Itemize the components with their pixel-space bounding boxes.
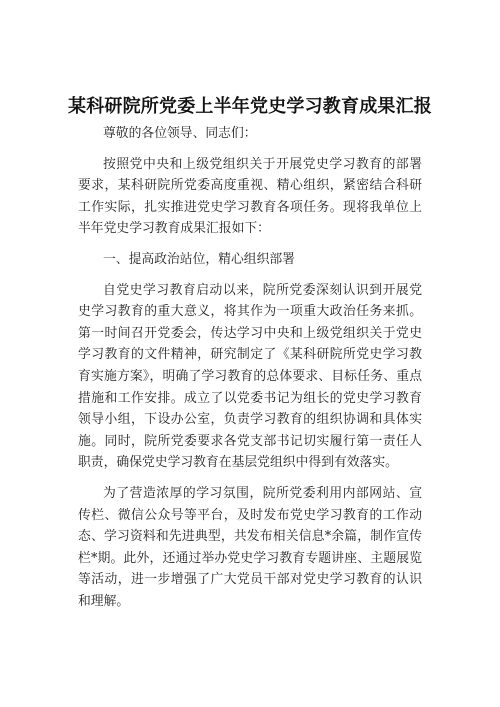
document-title: 某科研院所党委上半年党史学习教育成果汇报 [68, 96, 432, 117]
salutation: 尊敬的各位领导、同志们： [103, 126, 257, 141]
body-paragraph: 自党史学习教育启动以来，院所党委深刻认识到开展党史学习教育的重大意义，将其作为一项重大政治任务来抓。第一时间召开党委会，传达学习中央和上级党组织关于党史学习教育的文件精神，研究制定了《某科研院所党史学习教育实施方案》，明确了学习教育的总体要求、目标任务、重点措施和工作安排。成立了以党委书记为组长的党史学习教育领导小组，下设办公室，负责学习教育的组织协调和具体实施。同时，院所党委要求各党支部书记切实履行第一责任人职责，确保党史学习教育在基层党组织中得到有效落实。 [78, 282, 422, 471]
section-heading: 一、提高政治站位，精心组织部署 [103, 251, 295, 267]
intro-paragraph: 按照党中央和上级党组织关于开展党史学习教育的部署要求，某科研院所党委高度重视、精心组织，紧密结合科研工作实际，扎实推进党史学习教育各项任务。现将我单位上半年党史学习教育成果汇报如下： [78, 156, 422, 237]
document-body [78, 123, 422, 621]
body-paragraph: 为了营造浓厚的学习氛围，院所党委利用内部网站、宣传栏、微信公众号等平台，及时发布党史学习教育的工作动态、学习资料和先进典型，共发布相关信息*余篇，制作宣传栏*期。此外，还通过举办党史学习教育专题讲座、主题展览等活动，进一步增强了广大党员干部对党史学习教育的认识和理解。 [78, 485, 422, 609]
